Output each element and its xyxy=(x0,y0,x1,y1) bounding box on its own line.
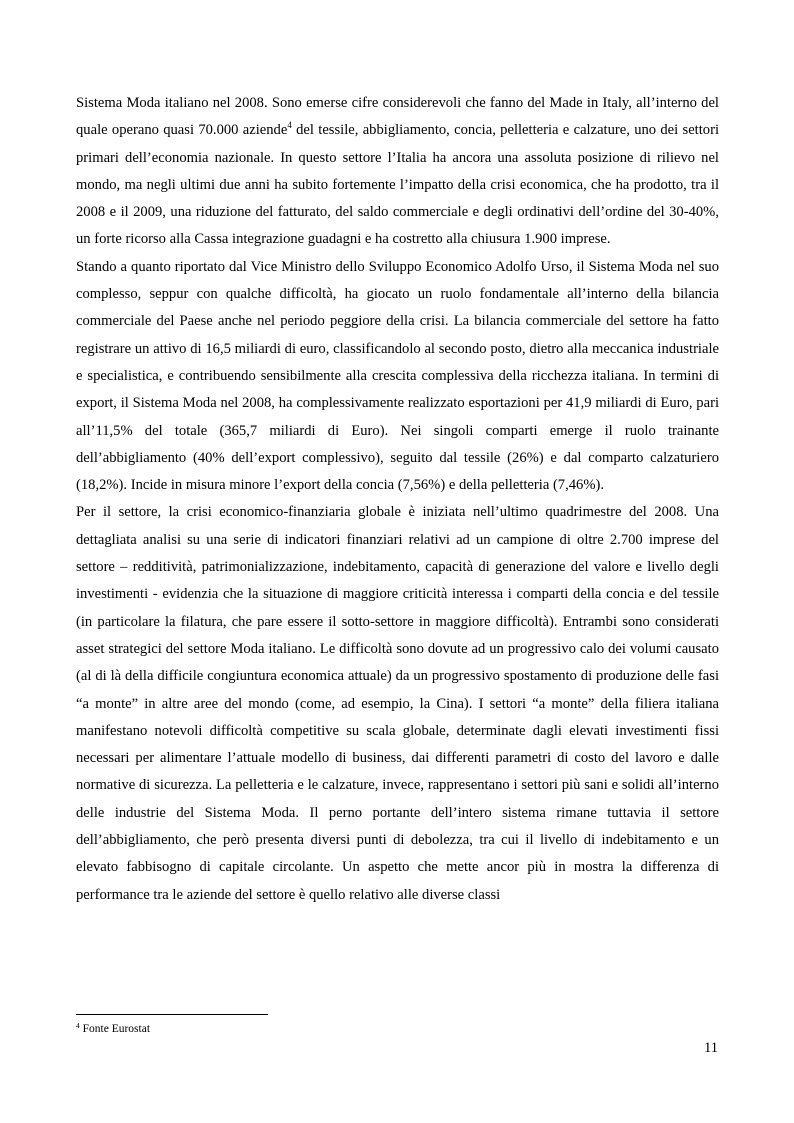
page-number: 11 xyxy=(703,1040,718,1056)
footnote-number: 4 xyxy=(76,1021,80,1030)
footnote-text: Fonte Eurostat xyxy=(79,1023,151,1035)
footnote-separator xyxy=(76,1014,268,1015)
paragraph-2: Stando a quanto riportato dal Vice Ministro dello Sviluppo Economico Adolfo Urso, il Sistema Moda nel suo complesso, seppur con qualche difficoltà, ha giocato un ruolo fondamentale all’interno della bilancia commerciale del Paese anche nel periodo peggiore della crisi. La bilancia commerciale del settore ha fatto registrare un attivo di 16,5 miliardi di euro, classificandolo al secondo posto, dietro alla meccanica industriale e specialistica, e contribuendo sensibilmente alla crescita complessiva della ricchezza italiana. In termini di export, il Sistema Moda nel 2008, ha complessivamente realizzato esportazioni per 41,9 miliardi di Euro, pari all’11,5% del totale (365,7 miliardi di Euro). Nei singoli comparti emerge il ruolo trainante dell’abbigliamento (40% dell’export complessivo), seguito dal tessile (26%) e dal comparto calzaturiero (18,2%). Incide in misura minore l’export della concia (7,56%) e della pelletteria (7,46%). xyxy=(76,258,719,494)
page-body xyxy=(76,90,719,909)
paragraph-3: Per il settore, la crisi economico-finanziaria globale è iniziata nell’ultimo quadrimestre del 2008. Una dettagliata analisi su una serie di indicatori finanziari relativi ad un campione di oltre 2.700 imprese del settore – redditività, patrimonializzazione, indebitamento, capacità di generazione del valore e livello degli investimenti - evidenzia che la situazione di maggiore criticità interessa i comparti della concia e del tessile (in particolare la filatura, che pare essere il sotto-settore in maggiore difficoltà). Entrambi sono considerati asset strategici del settore Moda italiano. Le difficoltà sono dovute ad un progressivo calo dei volumi causato (al di là della difficile congiuntura economica attuale) da un progressivo spostamento di produzione delle fasi “a monte” in altre aree del mondo (come, ad esempio, la Cina). I settori “a monte” della filiera italiana manifestano notevoli difficoltà competitive su scala globale, determinate dagli elevati investimenti fissi necessari per alimentare l’attuale modello di business, dai differenti parametri di costo del lavoro e dalle normative di sicurezza. La pelletteria e le calzature, invece, rappresentano i settori più sani e solidi all’interno delle industrie del Sistema Moda. Il perno portante dell’intero sistema rimane tuttavia il settore dell’abbigliamento, che però presenta diversi punti di debolezza, tra cui il livello di indebitamento e un elevato fabbisogno di capitale circolante. Un aspetto che mette ancor più in mostra la differenza di performance tra le aziende del settore è quello relativo alle diverse classi xyxy=(76,504,719,903)
paragraph-1-text-b: del tessile, abbigliamento, concia, pelletteria e calzature, uno dei settori primari dell’economia nazionale. In questo settore l’Italia ha ancora una assoluta posizione di rilievo nel mondo, ma negli ultimi due anni ha subito fortemente l’impatto della crisi economica, che ha prodotto, tra il 2008 e il 2009, una riduzione del fatturato, del saldo commerciale e degli ordinativi dell’ordine del 30-40%, un forte ricorso alla Cassa integrazione guadagni e ha costretto alla chiusura 1.900 imprese. xyxy=(76,122,719,248)
footnote xyxy=(76,1022,150,1036)
footnote-reference[interactable]: 4 xyxy=(287,120,292,131)
paragraph-1-text-a: Sistema Moda italiano nel 2008. Sono emerse cifre considerevoli che fanno del Made in Italy, all’interno del quale operano quasi 70.000 aziende xyxy=(76,95,719,139)
paragraph-1 xyxy=(76,90,719,254)
